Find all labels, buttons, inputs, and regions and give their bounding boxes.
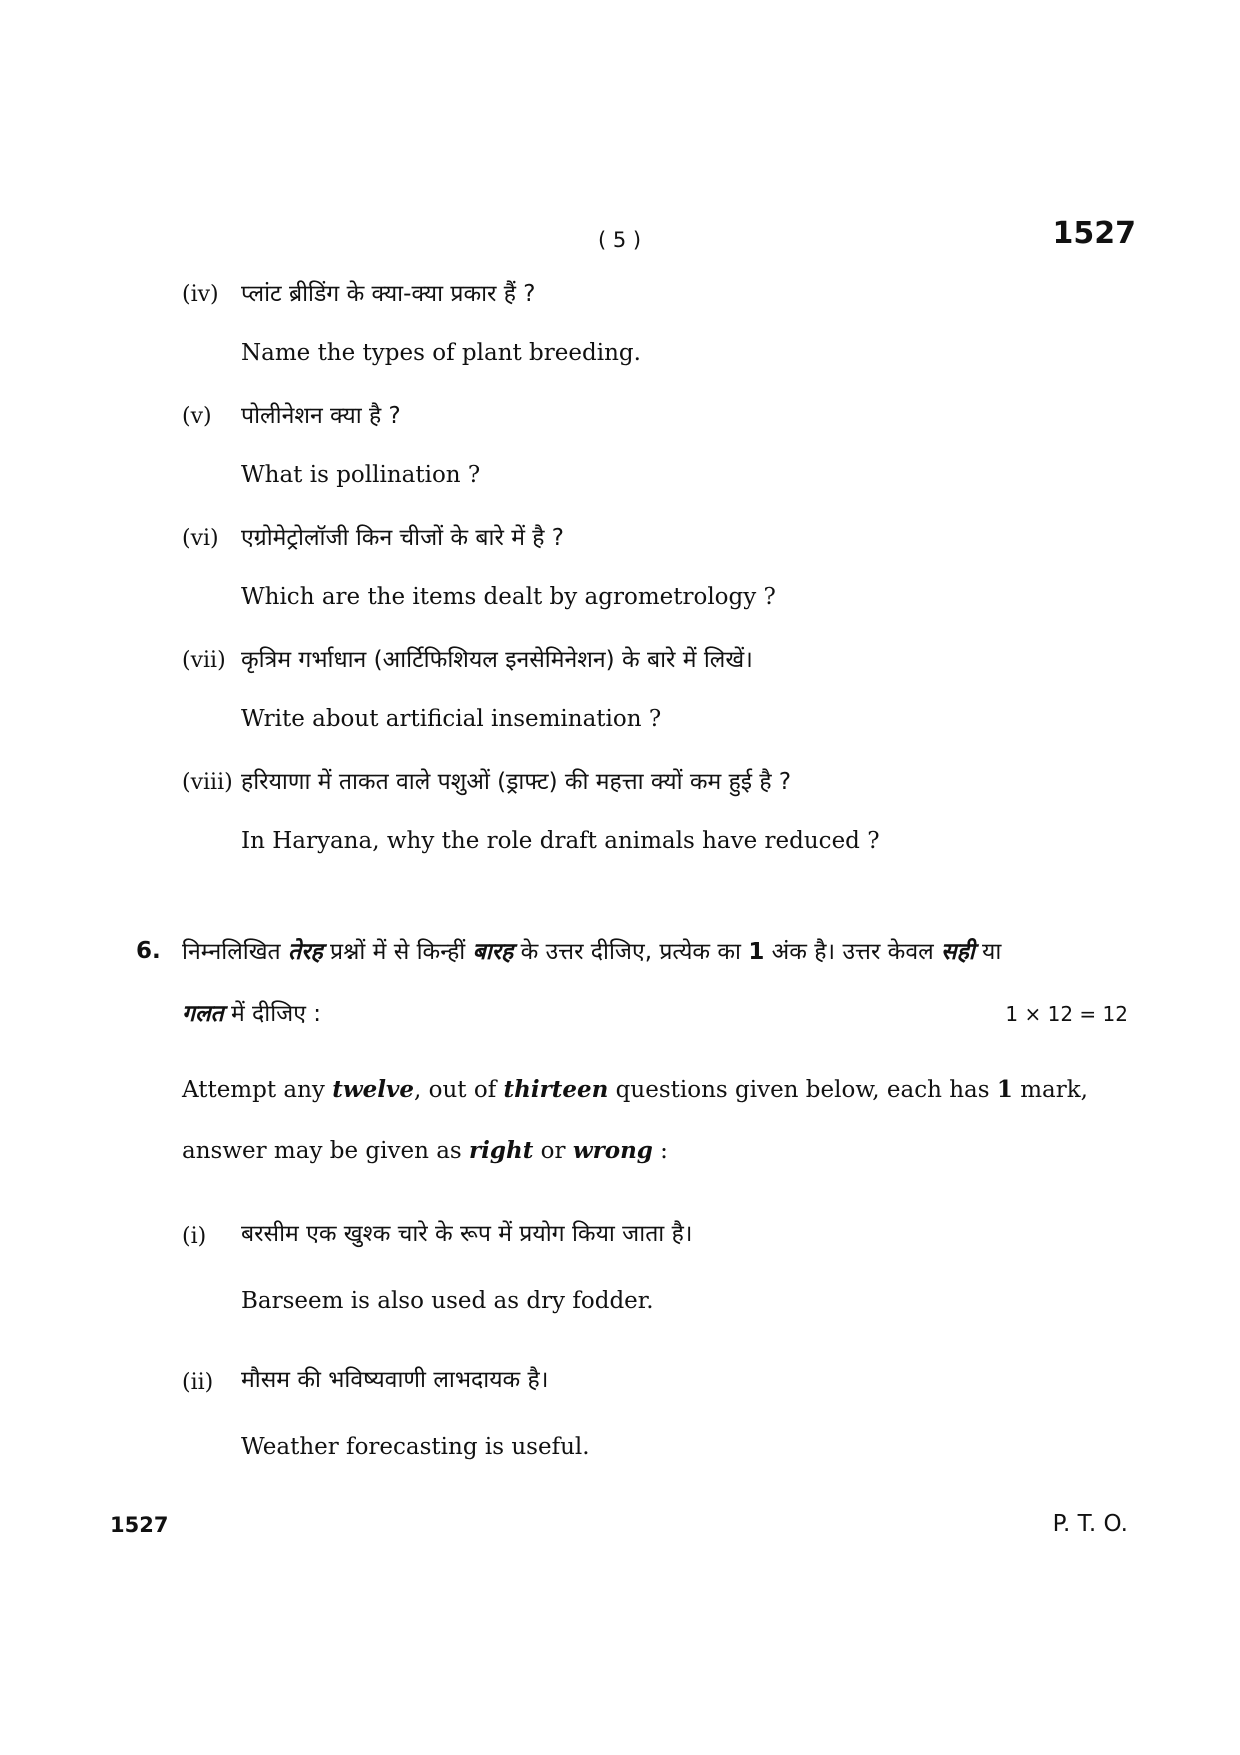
question-6-english-line-2: answer may be given as right or wrong : [182,1137,668,1164]
question-hindi: प्लांट ब्रीडिंग के क्या-क्या प्रकार हैं ? [241,281,536,307]
marks-allocation: 1 × 12 = 12 [1005,1002,1128,1026]
question-6-hindi-line-2: गलत में दीजिए : [182,1001,322,1027]
question-number: (vi) [182,526,219,551]
question-english: Barseem is also used as dry fodder. [241,1288,654,1314]
question-english: Name the types of plant breeding. [241,340,641,366]
question-english: Which are the items dealt by agrometrology ? [241,584,776,610]
footer-paper-code: 1527 [110,1513,169,1537]
question-number: (viii) [182,770,233,795]
question-hindi: मौसम की भविष्यवाणी लाभदायक है। [241,1367,549,1393]
question-number: (ii) [182,1370,214,1395]
question-hindi: हरियाणा में ताकत वाले पशुओं (ड्राफ्ट) की महत्ता क्यों कम हुई है ? [241,769,792,795]
please-turn-over: P. T. O. [1052,1511,1128,1537]
question-hindi: एग्रोमेट्रोलॉजी किन चीजों के बारे में है ? [241,525,565,551]
question-6-number: 6. [136,938,161,964]
question-6-english-line-1: Attempt any twelve, out of thirteen questions given below, each has 1 mark, [182,1076,1088,1103]
question-english: Weather forecasting is useful. [241,1434,590,1460]
question-english: What is pollination ? [241,462,481,488]
question-number: (i) [182,1224,207,1249]
question-hindi: कृत्रिम गर्भाधान (आर्टिफिशियल इनसेमिनेशन) के बारे में लिखें। [241,647,753,673]
page-number: ( 5 ) [598,228,642,252]
question-hindi: पोलीनेशन क्या है ? [241,403,401,429]
paper-code: 1527 [1052,216,1136,251]
question-number: (vii) [182,648,226,673]
question-english: In Haryana, why the role draft animals have reduced ? [241,828,880,854]
question-hindi: बरसीम एक खुश्क चारे के रूप में प्रयोग किया जाता है। [241,1221,693,1247]
question-number: (iv) [182,282,219,307]
question-number: (v) [182,404,212,429]
question-english: Write about artificial insemination ? [241,706,662,732]
question-6-hindi-line-1: निम्नलिखित तेरह प्रश्नों में से किन्हीं बारह के उत्तर दीजिए, प्रत्येक का 1 अंक है। उत्तर केवल सही या [182,939,1002,965]
